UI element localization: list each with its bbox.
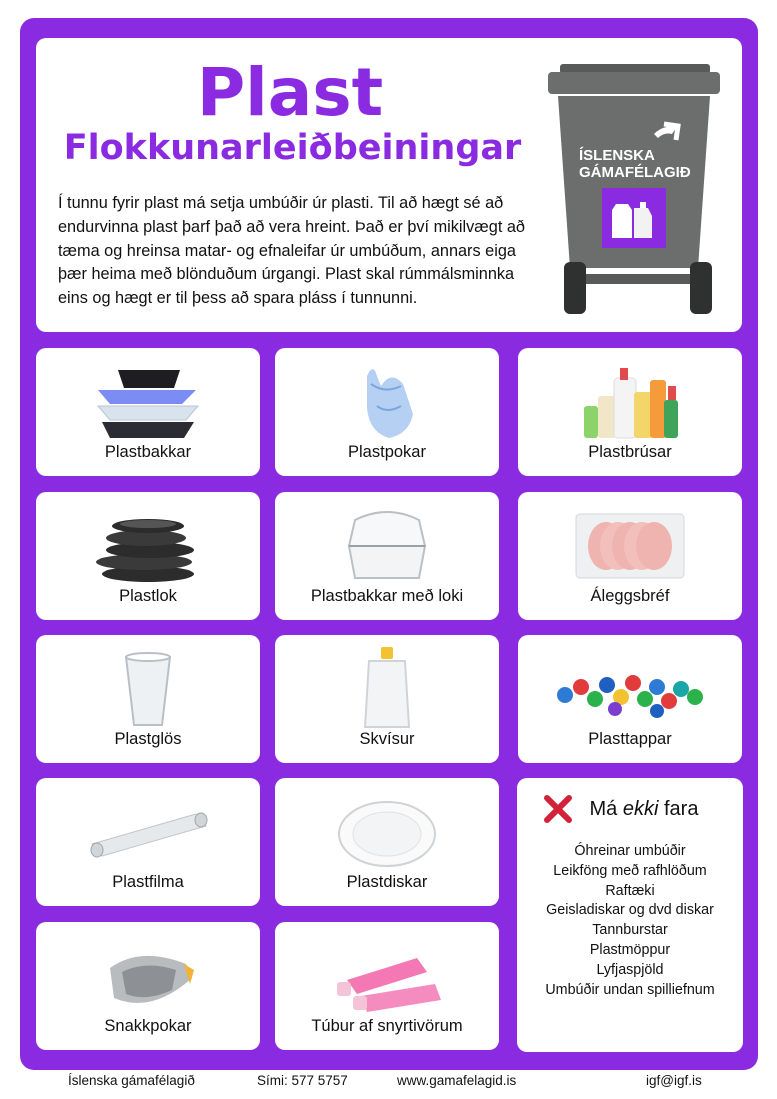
not-allowed-item: Plastmöppur (589, 941, 671, 958)
item-label: Plastdiskar (346, 873, 428, 891)
item-label: Túbur af snyrtivörum (311, 1017, 463, 1035)
red-x-icon (543, 794, 573, 824)
bottle-caps-icon (545, 643, 715, 731)
item-tile (36, 778, 260, 906)
item-label: Áleggsbréf (590, 587, 670, 605)
item-tile (275, 348, 499, 476)
item-label: Plastbakkar með loki (310, 587, 464, 605)
cold-cuts-pack-icon (570, 500, 690, 588)
not-allowed-item: Raftæki (605, 882, 655, 899)
item-tile (275, 922, 499, 1050)
item-tile (275, 635, 499, 763)
item-tile (518, 635, 742, 763)
not-allowed-title-pre: Má (589, 798, 623, 820)
plastic-bottles-icon (570, 356, 690, 444)
bin-brand-line2: GÁMAFÉLAGIÐ (579, 164, 691, 181)
plastic-wrap-roll-icon (78, 786, 218, 874)
not-allowed-item: Lyfjaspjöld (596, 961, 664, 978)
footer (0, 1073, 777, 1093)
plastic-trays-icon (88, 356, 208, 444)
waste-bin-icon (546, 62, 722, 320)
cosmetic-tubes-icon (317, 930, 457, 1018)
item-tile (275, 492, 499, 620)
not-allowed-card (517, 778, 743, 1052)
not-allowed-title-post: fara (658, 798, 699, 820)
item-tile (275, 778, 499, 906)
plastic-cup-icon (88, 643, 208, 731)
item-tile (518, 492, 742, 620)
snack-bag-icon (88, 930, 208, 1018)
footer-phone: Sími: 577 5757 (257, 1073, 348, 1088)
item-label: Plastlok (119, 587, 177, 605)
item-tile (36, 922, 260, 1050)
footer-website[interactable]: www.gamafelagid.is (397, 1073, 517, 1088)
plastic-bag-icon (327, 356, 447, 444)
page-title: Plast (196, 54, 384, 131)
page-subtitle: Flokkunarleiðbeiningar (63, 128, 522, 168)
not-allowed-item: Tannburstar (592, 922, 668, 939)
squeeze-pouch-icon (327, 643, 447, 731)
not-allowed-title-em: ekki (622, 798, 659, 820)
item-label: Plastbakkar (104, 443, 192, 461)
not-allowed-item: Óhreinar umbúðir (574, 843, 686, 859)
item-label: Plastpokar (348, 443, 426, 461)
footer-email[interactable]: igf@igf.is (646, 1073, 702, 1088)
item-label: Plasttappar (588, 730, 672, 748)
not-allowed-item: Leikföng með rafhlöðum (553, 862, 707, 879)
footer-company: Íslenska gámafélagið (68, 1073, 195, 1088)
item-label: Skvísur (359, 730, 415, 748)
item-tile (518, 348, 742, 476)
item-label: Snakkpokar (104, 1017, 192, 1035)
item-label: Plastbrúsar (588, 443, 672, 461)
intro-text: Í tunnu fyrir plast má setja umbúðir úr plasti. Til að hægt sé að endurvinna plast þarf það að vera hreint. Það er því mikilvægt að tæma og hreinsa matar- og efnaleifar úr umbúðum, annars eiga þær heima með blönduðum úrgangi. Plast skal rúmmálsminnka eins og hægt er til þess að spara pláss í tunnunni. (58, 194, 525, 308)
not-allowed-item: Umbúðir undan spilliefnum (545, 981, 715, 998)
clamshell-container-icon (327, 500, 447, 588)
not-allowed-title (517, 798, 743, 821)
item-label: Plastglös (114, 730, 182, 748)
item-label: Plastfilma (112, 873, 184, 891)
plastic-plate-icon (327, 786, 447, 874)
not-allowed-item: Geisladiskar og dvd diskar (546, 902, 714, 919)
not-allowed-list (517, 842, 743, 1000)
item-tile (36, 348, 260, 476)
item-tile (36, 492, 260, 620)
plastic-lids-icon (88, 500, 208, 588)
item-tile (36, 635, 260, 763)
bin-brand-line1: ÍSLENSKA (579, 147, 655, 164)
